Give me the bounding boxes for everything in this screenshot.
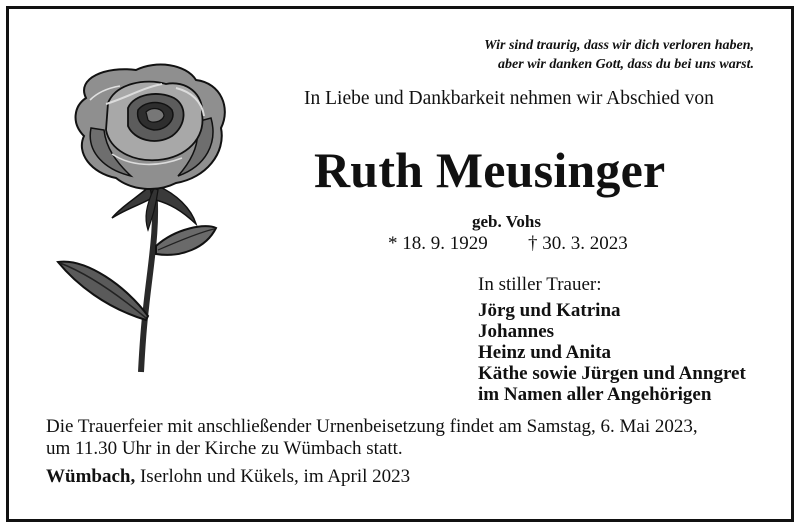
deceased-name: Ruth Meusinger	[314, 142, 666, 198]
place-rest: Iserlohn und Kükels, im April 2023	[135, 466, 411, 487]
mourner-line: im Namen aller Angehörigen	[478, 384, 712, 405]
mourner-line: Käthe sowie Jürgen und Anngret	[478, 363, 746, 384]
service-info	[46, 416, 698, 460]
birth-date: * 18. 9. 1929	[388, 233, 488, 254]
mourners-list	[478, 300, 746, 405]
service-line-1: Die Trauerfeier mit anschließender Urnenbeisetzung findet am Samstag, 6. Mai 2023,	[46, 416, 698, 437]
mourner-line: Jörg und Katrina	[478, 300, 621, 321]
mourner-line: Johannes	[478, 321, 555, 342]
quote-line-1: Wir sind traurig, dass wir dich verloren haben,	[484, 38, 754, 53]
rose-illustration	[46, 58, 256, 374]
intro-text: In Liebe und Dankbarkeit nehmen wir Abschied von	[304, 88, 714, 109]
mourner-line: Heinz und Anita	[478, 342, 612, 363]
death-date: † 30. 3. 2023	[528, 233, 628, 254]
place-bold: Wümbach,	[46, 466, 136, 487]
maiden-name: geb. Vohs	[472, 212, 541, 231]
service-line-2: um 11.30 Uhr in der Kirche zu Wümbach statt.	[46, 438, 403, 459]
quote-line-2: aber wir danken Gott, dass du bei uns warst.	[498, 57, 754, 72]
place-date	[46, 466, 410, 488]
mourning-label: In stiller Trauer:	[478, 274, 602, 295]
